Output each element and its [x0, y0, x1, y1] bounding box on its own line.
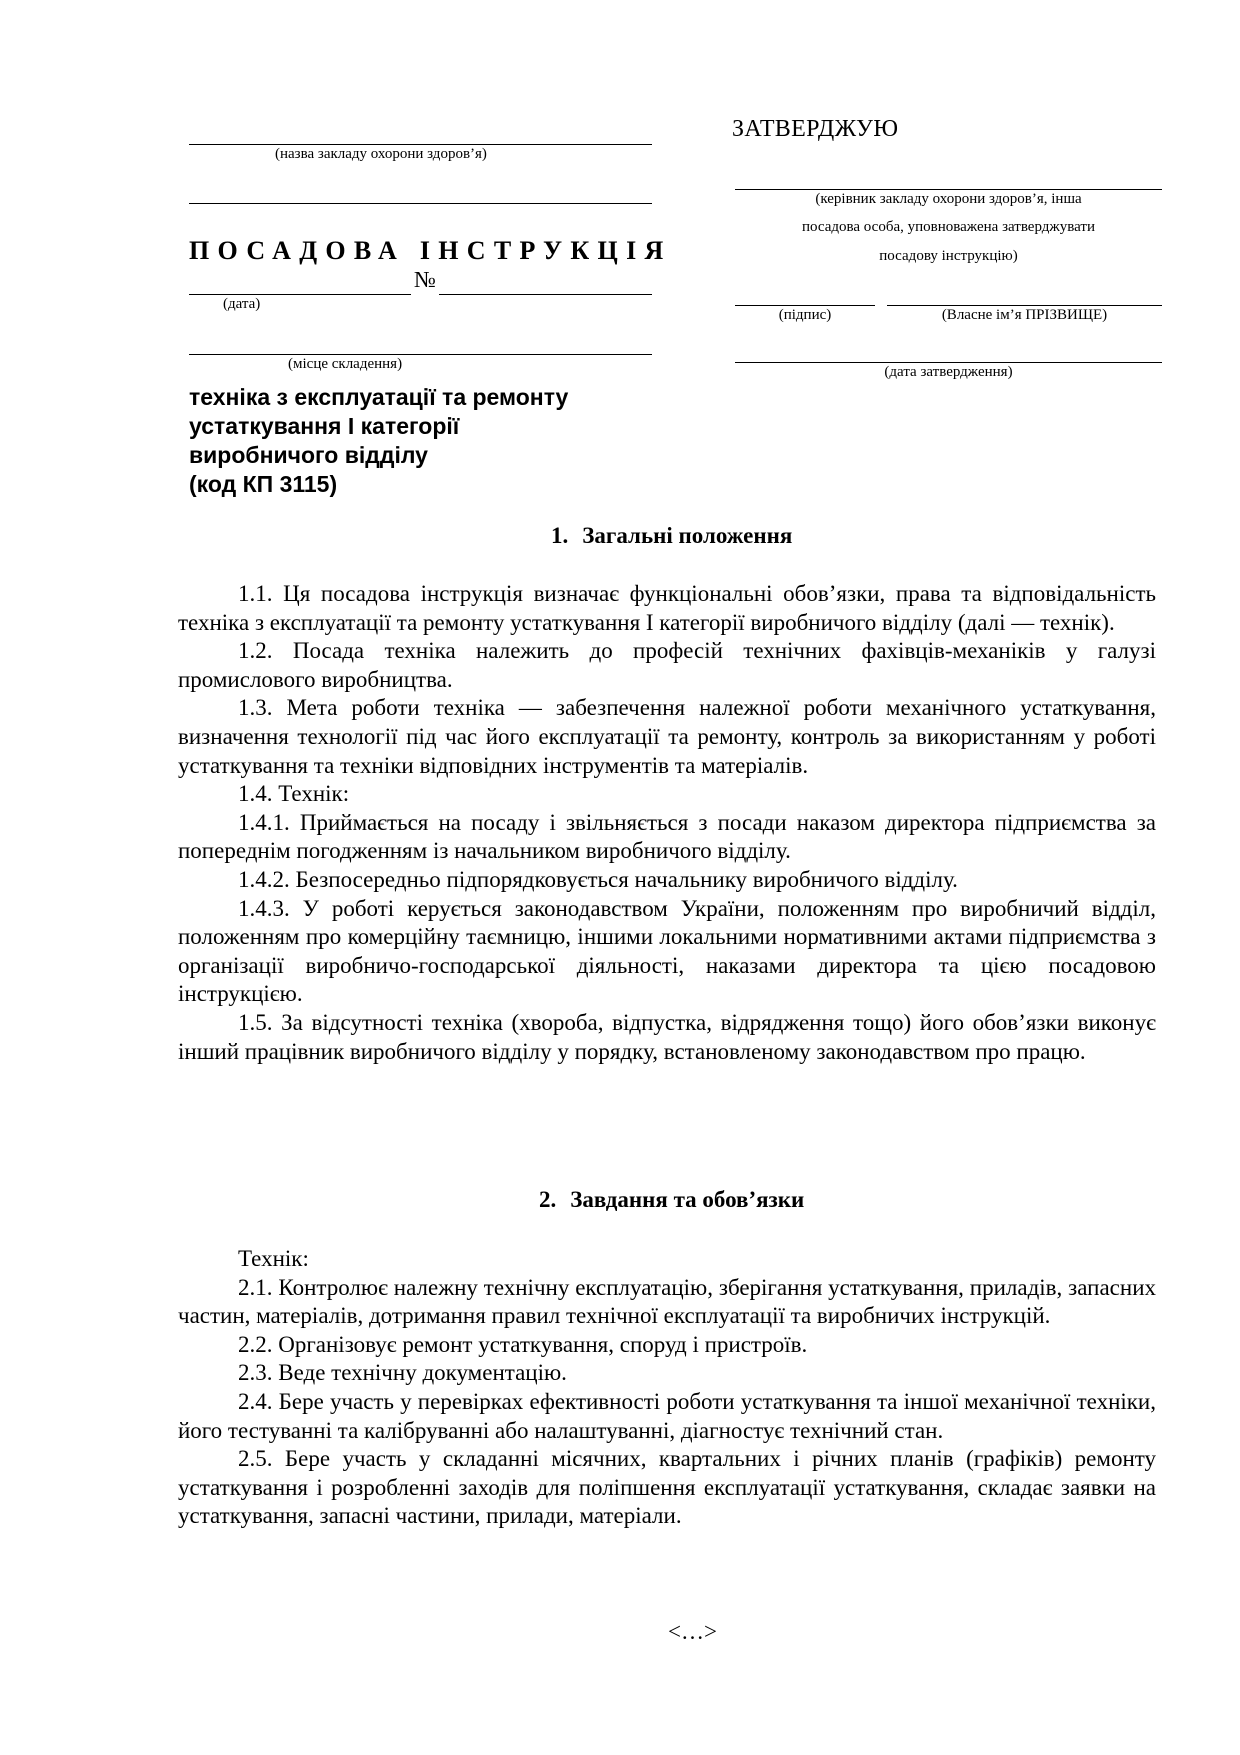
facility-name-line — [189, 144, 652, 145]
facility-name-line-2 — [189, 203, 652, 204]
paragraph: Технік: — [238, 1246, 309, 1271]
name-line — [887, 305, 1162, 306]
section-1-number: 1. — [551, 523, 569, 548]
section-1-heading — [551, 523, 792, 549]
place-line — [189, 354, 652, 355]
paragraph: 1.4.2. Безпосередньо підпорядковується начальнику виробничого відділу. — [238, 866, 958, 892]
date-line — [189, 294, 411, 295]
section-2-number: 2. — [539, 1187, 557, 1212]
approve-heading: ЗАТВЕРДЖУЮ — [732, 116, 899, 142]
paragraph: 2.3. Веде технічну документацію. — [238, 1360, 567, 1386]
paragraph: 1.1. Ця посадова інструкція визначає функціональні обов’язки, права та відповідальність техніка з експлуатації та ремонту устаткування І категорії виробничого відділу (далі — технік). — [178, 581, 1156, 635]
date-caption: (дата) — [223, 296, 261, 312]
place-caption: (місце складення) — [288, 356, 403, 372]
head-caption-1: (керівник закладу охорони здоров’я, інша — [815, 191, 1082, 207]
paragraph: 1.3. Мета роботи техніка — забезпечення належної роботи механічного устаткування, визначення технології під час його експлуатації та ремонту, контроль за використанням у роботі устаткування та техніки відповідних інструментів та матеріалів. — [178, 695, 1156, 778]
paragraph: 1.2. Посада техніка належить до професій технічних фахівців-механіків у галузі промислового виробництва. — [178, 638, 1156, 692]
position-title-line: техніка з експлуатації та ремонту — [189, 384, 569, 410]
number-sign: № — [414, 267, 436, 292]
section-2-body — [178, 1245, 1156, 1531]
section-2-heading — [539, 1187, 804, 1213]
position-title-line: устаткування І категорії — [189, 413, 460, 439]
paragraph: 1.4.1. Приймається на посаду і звільняється з посади наказом директора підприємства за попереднім погодженням із начальником виробничого відділу. — [178, 809, 1156, 864]
paragraph: 2.1. Контролює належну технічну експлуатацію, зберігання устаткування, приладів, запасних частин, матеріалів, дотримання правил технічної експлуатації та виробничих інструкцій. — [178, 1274, 1156, 1329]
paragraph: 1.5. За відсутності техніка (хвороба, відпустка, відрядження тощо) його обов’язки виконує інший працівник виробничого відділу у порядку, встановленому законодавством про працю. — [178, 1009, 1156, 1064]
facility-name-caption: (назва закладу охорони здоров’я) — [275, 146, 487, 162]
document-title: ПОСАДОВА ІНСТРУКЦІЯ — [189, 236, 672, 265]
paragraph: 2.5. Бере участь у складанні місячних, квартальних і річних планів (графіків) ремонту устаткування і розробленні заходів для поліпшення експлуатації устаткування, складає заявки на устаткування, запасні частини, прилади, матеріали. — [178, 1446, 1156, 1529]
paragraph: 1.4.3. У роботі керується законодавством України, положенням про виробничий відділ, положенням про комерційну таємницю, іншими локальними нормативними актами підприємства з організації виробничо-господарської діяльності, наказами директора та цією посадовою інструкцією. — [178, 895, 1156, 1007]
position-title-line: (код КП 3115) — [189, 471, 338, 497]
section-1-title: Загальні положення — [582, 523, 793, 548]
signature-line — [735, 305, 875, 306]
position-title-line: виробничого відділу — [189, 442, 428, 468]
section-2-title: Завдання та обов’язки — [570, 1187, 805, 1212]
paragraph: 1.4. Технік: — [238, 781, 350, 807]
head-line — [735, 189, 1162, 190]
number-line — [439, 294, 652, 295]
position-title — [189, 383, 709, 499]
approval-date-caption: (дата затвердження) — [884, 364, 1013, 380]
omission-mark: <…> — [668, 1619, 717, 1644]
head-caption-3: посадову інструкцію) — [879, 248, 1018, 264]
section-1-body — [178, 580, 1156, 1066]
paragraph: 2.4. Бере участь у перевірках ефективності роботи устаткування та іншої механічної техніки, його тестуванні та калібруванні або налаштуванні, діагностує технічний стан. — [178, 1388, 1156, 1443]
paragraph: 2.2. Організовує ремонт устаткування, споруд і пристроїв. — [238, 1331, 808, 1357]
name-caption: (Власне ім’я ПРІЗВИЩЕ) — [941, 307, 1108, 323]
approval-date-line — [735, 362, 1162, 363]
signature-caption: (підпис) — [778, 307, 832, 323]
head-caption-2: посадова особа, уповноважена затверджувати — [801, 219, 1096, 235]
